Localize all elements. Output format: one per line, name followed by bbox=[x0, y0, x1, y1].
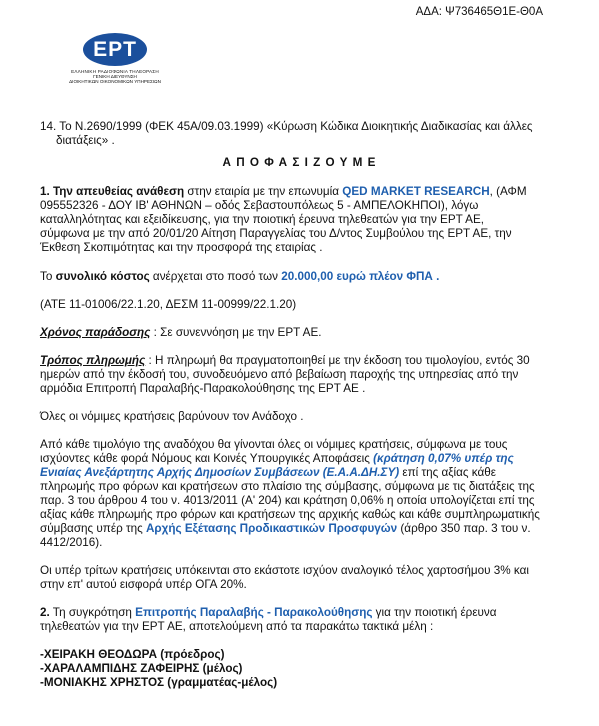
logo-caption-1: ΕΛΛΗΝΙΚΗ ΡΑΔΙΟΦΩΝΙΑ ΤΗΛΕΟΡΑΣΗ bbox=[71, 69, 159, 74]
invoice-line-3 bbox=[40, 466, 496, 480]
ert-logo bbox=[60, 33, 170, 84]
para2-number: 2. bbox=[40, 606, 50, 619]
invoice-line-5: παρ. 3 του άρθρου 4 του ν. 4013/2011 (Α' 204) και κράτηση 0,06% η οποία υπολογίζεται επί της bbox=[40, 494, 535, 507]
para2-text-b: για την ποιοτική έρευνα bbox=[372, 606, 497, 619]
cost-label: συνολικό κόστος bbox=[55, 270, 150, 283]
logo-caption-2: ΓΕΝΙΚΗ ΔΙΕΥΘΥΝΣΗ bbox=[93, 74, 137, 79]
invoice-line-4: πληρωμής προ φόρων και κρατήσεων στο πλαίσιο της σύμβασης, σύμφωνα με τις διατάξεις της bbox=[40, 480, 535, 493]
cost-line bbox=[40, 270, 439, 284]
para2-line-2: τηλεθεατών για την ΕΡΤ ΑΕ, αποτελούμενη από τα παρακάτω τακτικά μέλη : bbox=[40, 620, 434, 633]
aepp-name: Αρχής Εξέτασης Προδικαστικών Προσφυγών bbox=[145, 522, 398, 535]
eaadisy-name: Ενιαίας Ανεξάρτητης Αρχής Δημοσίων Συμβάσεων (Ε.Α.Α.ΔΗ.ΣΥ) bbox=[40, 466, 400, 479]
para1-line-4: σύμφωνα με την από 20/01/20 Αίτηση Παραγγελίας του Δ/ντος Συμβούλου της ΕΡΤ ΑΕ, την bbox=[40, 227, 512, 240]
charges-line: Όλες οι νόμιμες κρατήσεις βαρύνουν τον Ανάδοχο . bbox=[40, 410, 304, 423]
payment-line-1 bbox=[40, 354, 530, 368]
para1-line-2: 095552326 - ΔΟΥ ΙΒ' ΑΘΗΝΩΝ – οδός Σεβαστουπόλεως 5 - ΑΜΠΕΛΟΚΗΠΟΙ), λόγω bbox=[40, 199, 479, 212]
invoice-line-6: αξίας κάθε πληρωμής προ φόρων και κρατήσεων της αρχικής καθώς και κάθε συμπληρωματικής bbox=[40, 508, 540, 521]
item-14-line-2: διατάξεις» . bbox=[56, 134, 115, 147]
cost-prefix: Το bbox=[40, 270, 56, 283]
invoice-text-3: επί της αξίας κάθε bbox=[399, 466, 496, 479]
committee-name: Επιτροπής Παραλαβής - Παρακολούθησης bbox=[135, 606, 373, 619]
ate-line: (ΑΤΕ 11-01006/22.1.20, ΔΕΣΜ 11-00999/22.1.20) bbox=[40, 298, 297, 311]
member-2: -ΧΑΡΑΛΑΜΠΙΔΗΣ ΖΑΦΕΙΡΗΣ (μέλος) bbox=[40, 662, 243, 675]
para1-bold: 1. Την απευθείας ανάθεση bbox=[40, 185, 185, 198]
ert-logo-mark: ΕΡΤ bbox=[83, 33, 147, 66]
eaadisy-deduction: (κράτηση 0,07% υπέρ της bbox=[373, 452, 514, 465]
para1-line-1 bbox=[40, 185, 527, 199]
cost-text: ανέρχεται στο ποσό των bbox=[149, 270, 282, 283]
invoice-line-1: Από κάθε τιμολόγιο της αναδόχου θα γίνονται όλες οι νόμιμες κρατήσεις, σύμφωνα με τους bbox=[40, 438, 508, 451]
delivery-line bbox=[40, 326, 322, 340]
para1-text: στην εταιρία με την επωνυμία bbox=[184, 185, 343, 198]
para1-afm: , (ΑΦΜ bbox=[489, 185, 527, 198]
payment-label: Τρόπος πληρωμής bbox=[40, 354, 146, 367]
payment-line-2: ημερών από την έκδοσή του, συνοδευόμενο από βεβαίωση παροχής της υπηρεσίας από την bbox=[40, 368, 519, 381]
invoice-text-7: σύμβασης υπέρ της bbox=[40, 522, 146, 535]
third-party-line-1: Οι υπέρ τρίτων κρατήσεις υπόκεινται στο εκάστοτε ισχύον αναλογικό τέλος χαρτοσήμου 3% και bbox=[40, 564, 529, 577]
item-14-line-1: 14. Το Ν.2690/1999 (ΦΕΚ 45Α/09.03.1999) «Κύρωση Κώδικα Διοικητικής Διαδικασίας και άλλες bbox=[40, 120, 533, 133]
delivery-label: Χρόνος παράδοσης bbox=[40, 326, 151, 339]
logo-caption-3: ΔΙΟΙΚΗΤΙΚΩΝ ΟΙΚΟΝΟΜΙΚΩΝ ΥΠΗΡΕΣΙΩΝ bbox=[69, 79, 161, 84]
decision-heading: Α Π Ο Φ Α Σ Ι Ζ Ο Υ Μ Ε bbox=[222, 156, 377, 169]
invoice-text-2: ισχύοντες κάθε φορά Νόμους και Κοινές Υπουργικές Αποφάσεις bbox=[40, 452, 374, 465]
delivery-text: : Σε συνεννόηση με την ΕΡΤ ΑΕ. bbox=[150, 326, 322, 339]
para1-line-5: Έκθεση Σκοπιμότητας και την προσφορά της εταιρίας . bbox=[40, 241, 323, 254]
para1-line-3: καταλληλότητας και εξειδίκευσης, για την ποιοτική έρευνα τηλεθεατών για την ΕΡΤ ΑΕ, bbox=[40, 213, 485, 226]
invoice-text-7b: (άρθρο 350 παρ. 3 του ν. bbox=[397, 522, 531, 535]
member-1: -ΧΕΙΡΑΚΗ ΘΕΟΔΩΡΑ (πρόεδρος) bbox=[40, 648, 225, 661]
company-name: QED MARKET RESEARCH bbox=[342, 185, 490, 198]
third-party-line-2: στην επ' αυτού εισφορά υπέρ ΟΓΑ 20%. bbox=[40, 578, 247, 591]
payment-text: : Η πληρωμή θα πραγματοποιηθεί με την έκδοση του τιμολογίου, εντός 30 bbox=[145, 354, 530, 367]
member-3: -ΜΟΝΙΑΚΗΣ ΧΡΗΣΤΟΣ (γραμματέας-μέλος) bbox=[40, 676, 278, 689]
ada-code: ΑΔΑ: Ψ736465Θ1Ε-Θ0Α bbox=[415, 6, 543, 18]
invoice-line-2 bbox=[40, 452, 514, 466]
para2-line-1 bbox=[40, 606, 497, 620]
payment-line-3: αρμόδια Επιτροπή Παραλαβής-Παρακολούθησης της ΕΡΤ ΑΕ . bbox=[40, 382, 366, 395]
invoice-line-8: 4412/2016). bbox=[40, 536, 103, 549]
para2-text: Τη συγκρότηση bbox=[49, 606, 136, 619]
cost-amount: 20.000,00 ευρώ πλέον ΦΠΑ . bbox=[281, 270, 440, 283]
invoice-line-7 bbox=[40, 522, 531, 536]
